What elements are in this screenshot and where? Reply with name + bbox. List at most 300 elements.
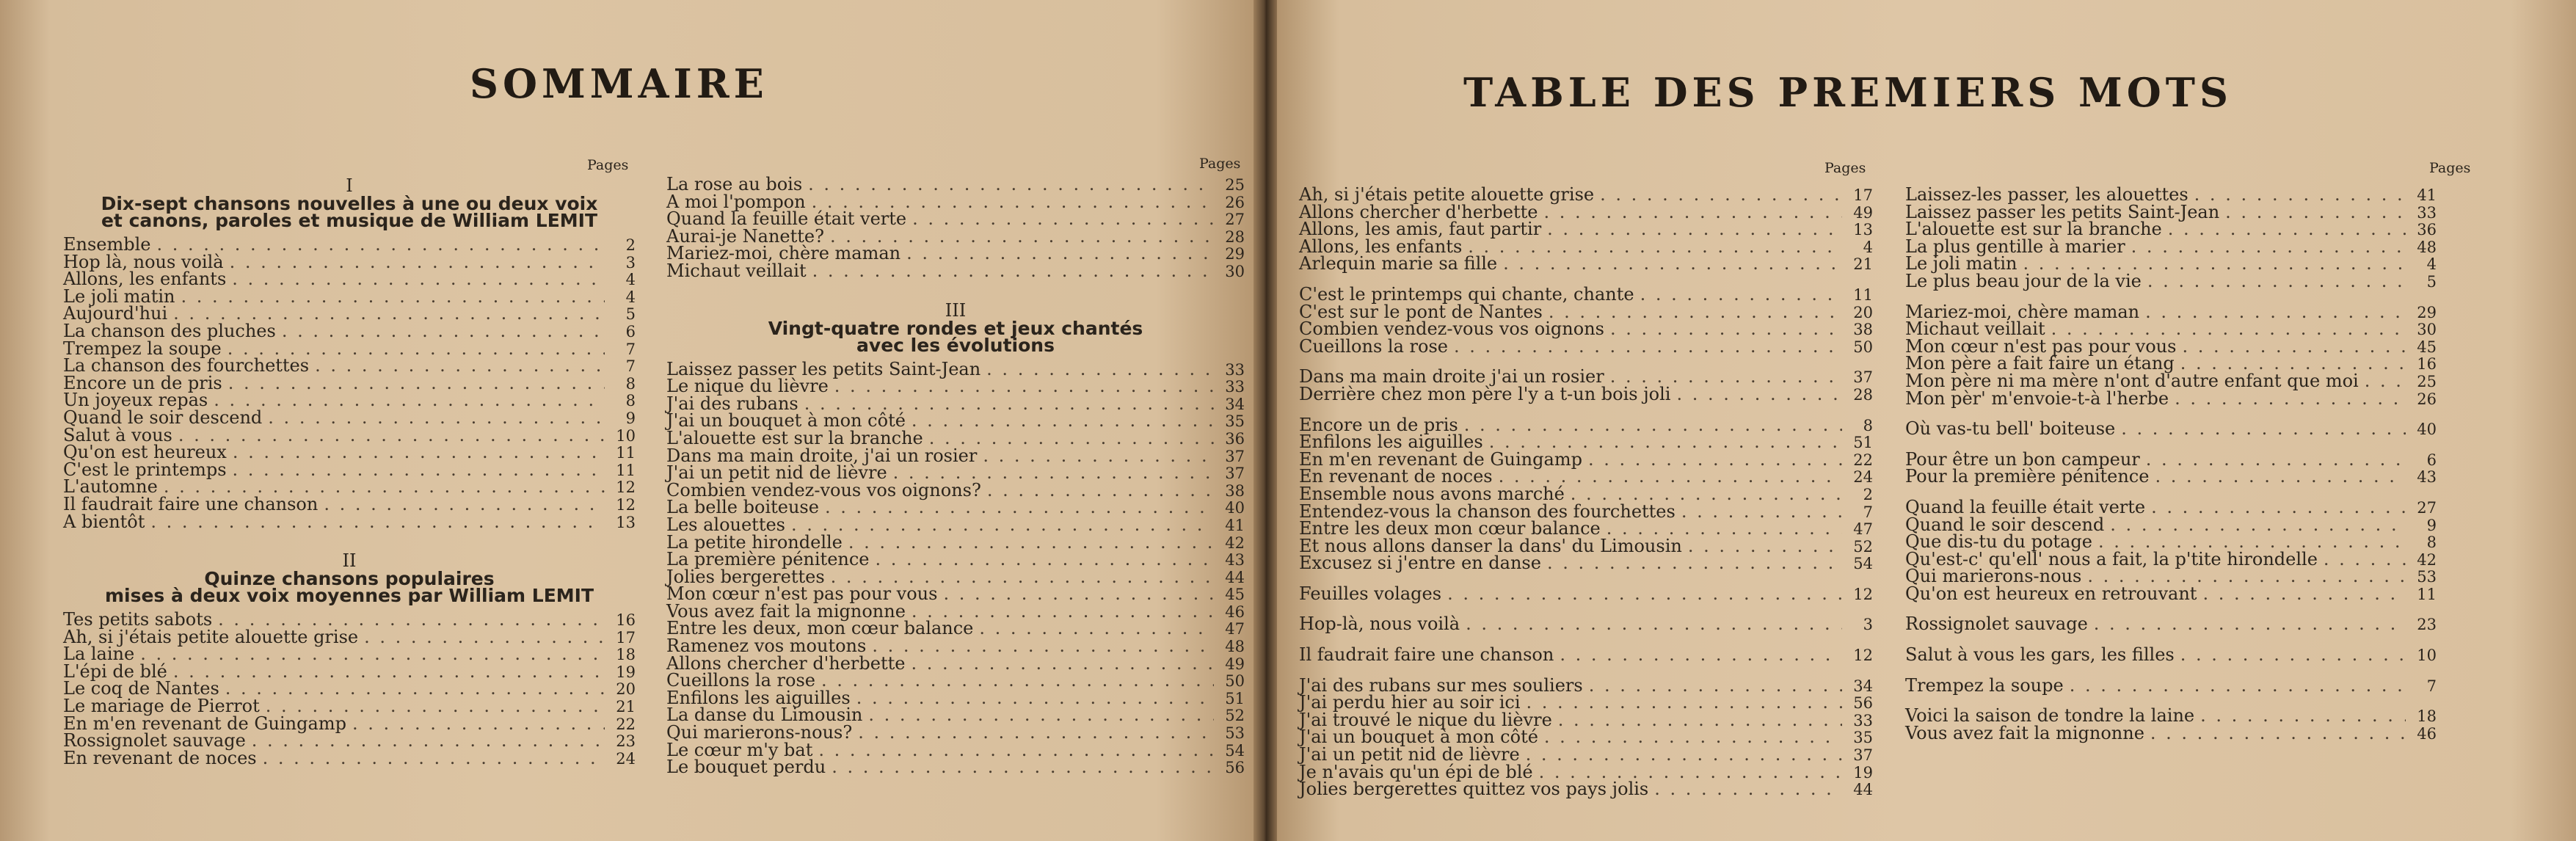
page-number: 44 — [1853, 781, 1873, 799]
dot-leader — [1466, 616, 1842, 633]
entry-title: En m'en revenant de Guingamp — [63, 713, 346, 734]
toc-entry — [63, 511, 636, 532]
entry-title: Rossignolet sauvage — [63, 730, 246, 751]
entry-title: Ah, si j'étais petite alouette grise — [63, 626, 359, 647]
page-number: 33 — [2417, 203, 2437, 222]
page-number: 37 — [1225, 465, 1245, 483]
entry-title: Qu'on est heureux — [63, 442, 227, 463]
page-number: 49 — [1853, 203, 1873, 222]
letter-group — [1299, 674, 1873, 800]
page-number: 33 — [1225, 378, 1245, 396]
dot-leader — [2145, 304, 2406, 321]
dot-leader — [2202, 586, 2406, 603]
dot-leader — [268, 409, 605, 427]
page-number: 50 — [1225, 672, 1245, 691]
table-title: TABLE DES PREMIERS MOTS — [1463, 69, 2233, 116]
entry-title: Qui marierons-nous? — [666, 722, 853, 743]
toc-entry — [1905, 616, 2437, 633]
dot-leader — [1547, 555, 1842, 572]
page-number: 24 — [1853, 468, 1873, 487]
letter-group — [1905, 301, 2437, 409]
toc-entry — [1299, 583, 1873, 604]
entry-title: Qu'on est heureux en retrouvant — [1905, 583, 2197, 604]
entry-title: Allons, les amis, faut partir — [1299, 219, 1542, 240]
entry-title: La rose au bois — [666, 174, 803, 194]
page-number: 4 — [625, 271, 636, 289]
entry-title: J'ai un petit nid de lièvre — [666, 462, 887, 484]
page-number: 36 — [2417, 221, 2437, 239]
entry-title: J'ai un bouquet à mon côté — [666, 410, 906, 432]
entry-title: Vous avez fait la mignonne — [666, 600, 906, 622]
dot-leader — [1589, 677, 1842, 695]
page-number: 8 — [625, 374, 636, 393]
page-number: 41 — [1225, 516, 1245, 534]
page-number: 42 — [2417, 550, 2437, 569]
page-number: 20 — [1853, 303, 1873, 321]
page-number: 16 — [616, 611, 636, 630]
entry-title: J'ai des rubans sur mes souliers — [1299, 674, 1583, 696]
page-number: 21 — [1853, 255, 1873, 274]
dot-leader — [178, 427, 605, 445]
toc-entry — [1905, 270, 2437, 291]
entry-title: L'alouette est sur la branche — [666, 427, 923, 448]
page-number: 19 — [1853, 763, 1873, 782]
section-title: et canons, paroles et musique de William LEMIT — [101, 210, 598, 231]
toc-entry — [1905, 387, 2437, 409]
entry-title: Jolies bergerettes quittez vos pays jolis — [1299, 779, 1649, 800]
dot-leader — [832, 759, 1214, 776]
toc-entry — [1905, 722, 2437, 743]
pages-label: Pages — [1824, 160, 1866, 176]
dot-leader — [2147, 273, 2406, 291]
page-number: 43 — [2417, 468, 2437, 487]
page-number: 11 — [616, 461, 636, 479]
page-number: 25 — [2417, 372, 2437, 390]
page-number: 30 — [1225, 262, 1245, 280]
page-number: 12 — [616, 495, 636, 514]
page-number: 37 — [1853, 746, 1873, 765]
entry-title: Enfilons les aiguilles — [1299, 432, 1483, 453]
page-number: 8 — [625, 392, 636, 410]
toc-entry — [1299, 483, 1873, 504]
entry-title: Salut à vous les gars, les filles — [1905, 644, 2175, 666]
entry-title: Mon père a fait faire un étang — [1905, 353, 2175, 374]
entry-title: Entre les deux mon cœur balance — [1299, 518, 1601, 539]
toc-entry — [1299, 781, 1873, 798]
dot-leader — [2194, 186, 2406, 204]
page-number: 37 — [1225, 447, 1245, 465]
toc-entry — [1299, 644, 1873, 666]
dot-leader — [2146, 451, 2406, 469]
dot-leader — [324, 496, 605, 514]
dot-leader — [315, 357, 605, 375]
entry-title: J'ai des rubans — [666, 393, 798, 414]
toc-entry — [1905, 644, 2437, 666]
entry-title: Encore un de pris — [63, 372, 222, 393]
page-number: 47 — [1225, 620, 1245, 638]
dot-leader — [906, 245, 1214, 263]
letter-group — [1299, 283, 1873, 357]
entry-title: Feuilles volages — [1299, 583, 1442, 604]
dot-leader — [983, 448, 1214, 465]
entry-title: Combien vendez-vous vos oignons — [1299, 318, 1604, 340]
dot-leader — [1640, 286, 1842, 304]
page-number: 44 — [1225, 568, 1245, 586]
entry-title: La belle boiteuse — [666, 497, 819, 518]
dot-leader — [1543, 204, 1842, 222]
page-number: 45 — [2417, 338, 2437, 356]
page-number: 48 — [2417, 238, 2437, 256]
page-number: 5 — [625, 305, 636, 324]
entry-title: La laine — [63, 644, 135, 665]
entry-title: L'alouette est sur la branche — [1905, 219, 2162, 240]
page-number: 9 — [2426, 516, 2437, 534]
dot-leader — [364, 629, 605, 647]
entry-title: Quand la feuille était verte — [1905, 496, 2146, 517]
entry-title: Ensemble nous avons marché — [1299, 483, 1565, 504]
dot-leader — [225, 680, 605, 698]
dot-leader — [912, 412, 1214, 430]
entry-title: Quand le soir descend — [1905, 514, 2105, 535]
entry-title: Qui marierons-nous — [1905, 566, 2082, 587]
page-number: 38 — [1853, 321, 1873, 339]
section-title: avec les évolutions — [856, 334, 1055, 356]
entry-title: Combien vendez-vous vos oignons? — [666, 479, 981, 500]
page-number: 56 — [1853, 694, 1873, 713]
dot-leader — [868, 707, 1214, 724]
page-number: 7 — [625, 357, 636, 376]
letter-group — [1299, 616, 1873, 633]
page-number: 11 — [2417, 585, 2437, 603]
page-number: 45 — [1225, 586, 1245, 604]
letter-group — [1905, 420, 2437, 438]
entry-title: Allons chercher d'herbette — [1299, 201, 1538, 222]
dot-leader — [1560, 647, 1842, 664]
page-number: 3 — [625, 253, 636, 272]
dot-leader — [979, 620, 1214, 638]
dot-leader — [825, 499, 1214, 517]
toc-entry — [1299, 383, 1873, 404]
dot-leader — [821, 672, 1214, 690]
page-number: 18 — [616, 646, 636, 664]
sommaire-column-1 — [63, 176, 636, 767]
page-number: 4 — [625, 288, 636, 306]
toc-entry — [1905, 370, 2437, 391]
dot-leader — [2131, 239, 2406, 256]
entry-title: En revenant de noces — [63, 747, 257, 768]
page-number: 54 — [1853, 555, 1873, 573]
entry-title: Le cœur m'y bat — [666, 739, 813, 760]
entry-title: Laissez-les passer, les alouettes — [1905, 184, 2188, 205]
dot-leader — [1571, 486, 1842, 503]
page-number: 33 — [1853, 711, 1873, 729]
page-number: 40 — [2417, 420, 2437, 439]
entry-title: J'ai perdu hier au soir ici — [1299, 692, 1521, 713]
page-number: 38 — [1225, 481, 1245, 500]
letter-group — [1299, 644, 1873, 666]
table-column-2 — [1905, 186, 2437, 742]
section-number: III — [945, 299, 967, 321]
letter-group — [1905, 644, 2437, 666]
toc-entry — [63, 409, 636, 427]
entry-title: Mon cœur n'est pas pour vous — [666, 583, 938, 605]
page-number: 27 — [1225, 211, 1245, 229]
page-number: 3 — [1863, 616, 1873, 634]
page-number: 51 — [1853, 434, 1873, 452]
dot-leader — [1654, 781, 1842, 798]
entry-title: L'automne — [63, 476, 158, 498]
entry-title: En m'en revenant de Guingamp — [1299, 448, 1582, 470]
page-number: 6 — [2426, 451, 2437, 469]
letter-group — [1905, 448, 2437, 487]
page-number: 35 — [1853, 729, 1873, 747]
toc-entry — [63, 747, 636, 768]
dot-leader — [228, 375, 605, 393]
dot-leader — [230, 254, 605, 272]
entry-title: Entendez-vous la chanson des fourchettes — [1299, 500, 1676, 522]
page-number: 53 — [1225, 724, 1245, 743]
toc-entry — [666, 427, 1245, 448]
page-number: 29 — [2417, 303, 2437, 321]
page-number: 11 — [616, 444, 636, 462]
dot-leader — [1503, 255, 1842, 273]
toc-entry — [63, 493, 636, 514]
dot-leader — [214, 392, 605, 409]
toc-entry — [1905, 420, 2437, 438]
page-number: 17 — [1853, 186, 1873, 204]
page-number: 26 — [2417, 390, 2437, 408]
page-number: 51 — [1225, 689, 1245, 707]
entry-title: Le plus beau jour de la vie — [1905, 270, 2142, 291]
dot-leader — [1454, 338, 1842, 356]
entry-title: Je n'avais qu'un épi de blé — [1299, 761, 1533, 782]
letter-group — [1905, 674, 2437, 696]
dot-leader — [912, 211, 1214, 228]
entry-title: J'ai un bouquet à mon côté — [1299, 727, 1538, 748]
dot-leader — [1688, 538, 1842, 556]
page-number: 10 — [616, 426, 636, 445]
entry-title: Le bouquet perdu — [666, 757, 826, 778]
entry-title: La chanson des fourchettes — [63, 355, 310, 376]
page-number: 37 — [1853, 368, 1873, 387]
dot-leader — [791, 517, 1214, 534]
section-title: Quinze chansons populaires — [204, 568, 495, 590]
dot-leader — [181, 288, 605, 306]
page-number: 17 — [616, 628, 636, 647]
entry-title: Arlequin marie sa fille — [1299, 253, 1498, 274]
entry-title: Mon pèr' m'envoie-t-à l'herbe — [1905, 387, 2169, 409]
page-number: 22 — [616, 715, 636, 733]
dot-leader — [876, 551, 1214, 569]
entry-title: J'ai un petit nid de lièvre — [1299, 744, 1520, 765]
entry-title: Et nous allons danser la dans' du Limousin — [1299, 535, 1682, 556]
entry-title: Pour être un bon campeur — [1905, 448, 2140, 470]
section-title: mises à deux voix moyennes par William LEMIT — [104, 585, 594, 607]
section-number: I — [346, 175, 353, 196]
dot-leader — [1676, 386, 1842, 404]
entry-title: Allons, les enfants — [63, 269, 227, 290]
dot-leader — [2151, 499, 2406, 517]
entry-title: Le coq de Nantes — [63, 678, 219, 699]
entry-title: Mariez-moi, chère maman — [666, 243, 901, 264]
entry-title: Mon cœur n'est pas pour vous — [1905, 335, 2177, 357]
entry-title: Michaut veillait — [666, 260, 807, 281]
page-number: 23 — [2417, 616, 2437, 634]
dot-leader — [986, 361, 1214, 379]
entry-title: Rossignolet sauvage — [1905, 614, 2088, 635]
page-number: 8 — [2426, 534, 2437, 552]
entry-title: Encore un de pris — [1299, 414, 1458, 435]
dot-leader — [2200, 707, 2406, 725]
page-number: 11 — [1853, 285, 1873, 304]
page-number: 35 — [1225, 412, 1245, 431]
entry-title: La danse du Limousin — [666, 705, 863, 726]
entry-title: Cueillons la rose — [666, 670, 815, 691]
page-number: 34 — [1853, 677, 1873, 695]
entry-title: Il faudrait faire une chanson — [1299, 644, 1554, 666]
page-number: 16 — [2417, 355, 2437, 374]
dot-leader — [2121, 420, 2406, 438]
sommaire-title: SOMMAIRE — [470, 60, 768, 107]
first-words-list — [1905, 186, 2437, 742]
page-number: 34 — [1225, 395, 1245, 413]
entry-title: Derrière chez mon père l'y a t-un bois joli — [1299, 383, 1671, 404]
page-number: 26 — [1225, 193, 1245, 211]
dot-leader — [1558, 712, 1842, 729]
pages-label: Pages — [587, 157, 629, 173]
dot-leader — [2110, 517, 2406, 534]
dot-leader — [157, 236, 605, 254]
dot-leader — [150, 514, 605, 531]
page-number: 13 — [1853, 221, 1873, 239]
letter-group — [1905, 707, 2437, 742]
dot-leader — [2094, 616, 2406, 633]
page-number: 54 — [1225, 741, 1245, 760]
dot-leader — [252, 732, 605, 750]
entry-title: Laissez passer les petits Saint-Jean — [1905, 201, 2220, 222]
dot-leader — [2070, 677, 2406, 695]
entry-title: Entre les deux, mon cœur balance — [666, 618, 974, 639]
toc-entry — [63, 626, 636, 647]
dot-leader — [2168, 221, 2406, 239]
entry-title: Le nique du lièvre — [666, 376, 829, 397]
page-number: 2 — [1863, 485, 1873, 503]
dot-leader — [1447, 586, 1842, 603]
toc-entry — [1905, 496, 2437, 517]
entry-title: Hop-là, nous voilà — [1299, 614, 1460, 635]
page-number: 18 — [2417, 707, 2437, 726]
sommaire-column-2 — [666, 176, 1245, 776]
dot-leader — [173, 663, 605, 681]
page-number: 48 — [1225, 638, 1245, 656]
first-words-list — [1299, 186, 1873, 798]
entry-title: Qu'est-c' qu'ell' nous a fait, la p'tite hirondelle — [1905, 548, 2318, 569]
entry-title: Laissez passer les petits Saint-Jean — [666, 358, 981, 379]
entry-title: A moi l'pompon — [666, 191, 806, 212]
entry-title: La petite hirondelle — [666, 531, 843, 553]
entry-title: Vous avez fait la mignonne — [1905, 722, 2144, 743]
page-number: 49 — [1225, 655, 1245, 673]
entry-title: La première pénitence — [666, 549, 870, 570]
letter-group — [1905, 186, 2437, 291]
entry-title: Allons chercher d'herbette — [666, 652, 906, 674]
page-number: 28 — [1853, 385, 1873, 404]
entry-title: Pour la première pénitence — [1905, 466, 2150, 487]
page-number: 6 — [625, 322, 636, 341]
toc-entry — [1905, 583, 2437, 604]
toc-list — [63, 236, 636, 531]
entry-title: Trempez la soupe — [1905, 674, 2064, 696]
page-number: 43 — [1225, 551, 1245, 569]
entry-title: Salut à vous — [63, 424, 172, 445]
dot-leader — [1600, 186, 1842, 204]
entry-title: Mon père ni ma mère n'ont d'autre enfant que moi — [1905, 370, 2359, 391]
page-number: 36 — [1225, 429, 1245, 448]
dot-leader — [872, 638, 1214, 655]
entry-title: La plus gentille à marier — [1905, 236, 2125, 257]
entry-title: Il faudrait faire une chanson — [63, 493, 319, 514]
page-number: 40 — [1225, 499, 1245, 517]
page-number: 52 — [1225, 707, 1245, 725]
page-number: 12 — [1853, 585, 1873, 603]
entry-title: En revenant de noces — [1299, 466, 1493, 487]
dot-leader — [233, 462, 605, 479]
entry-title: C'est le printemps qui chante, chante — [1299, 283, 1634, 305]
dot-leader — [233, 444, 605, 462]
entry-title: Cueillons la rose — [1299, 335, 1448, 357]
entry-title: Dans ma main droite j'ai un rosier — [1299, 366, 1604, 387]
dot-leader — [858, 724, 1214, 742]
entry-title: Un joyeux repas — [63, 390, 208, 411]
page-number: 25 — [1225, 176, 1245, 194]
entry-title: C'est sur le pont de Nantes — [1299, 301, 1543, 322]
toc-entry — [666, 759, 1245, 776]
dot-leader — [834, 378, 1214, 396]
entry-title: Quand la feuille était verte — [666, 208, 907, 230]
dot-leader — [1527, 694, 1843, 712]
page-number: 7 — [2426, 677, 2437, 695]
page-number: 4 — [1863, 238, 1873, 256]
dot-leader — [856, 690, 1214, 707]
toc-entry — [666, 514, 1245, 535]
letter-group — [1905, 616, 2437, 633]
table-column-1 — [1299, 186, 1873, 798]
letter-group — [1299, 583, 1873, 604]
entry-title: Le joli matin — [63, 285, 175, 307]
page-number: 23 — [616, 732, 636, 751]
dot-leader — [2182, 338, 2406, 356]
entry-title: Que dis-tu du potage — [1905, 531, 2092, 553]
section-title: Dix-sept chansons nouvelles à une ou deux voix — [101, 193, 598, 214]
page-number: 20 — [616, 680, 636, 699]
entry-title: Ramenez vos moutons — [666, 636, 867, 657]
letter-group — [1299, 186, 1873, 273]
page-number: 12 — [1853, 647, 1873, 665]
page-number: 27 — [2417, 498, 2437, 517]
section-title: Vingt-quatre rondes et jeux chantés — [768, 317, 1143, 339]
toc-entry — [666, 260, 1245, 281]
dot-leader — [2225, 204, 2406, 222]
dot-leader — [140, 646, 605, 663]
dot-leader — [848, 534, 1214, 552]
page-number: 8 — [1863, 416, 1873, 434]
dot-leader — [1681, 503, 1842, 521]
page-number: 21 — [616, 698, 636, 716]
dot-leader — [808, 176, 1214, 194]
dot-leader — [1588, 451, 1842, 469]
dot-leader — [1468, 239, 1842, 256]
page-number: 46 — [1225, 602, 1245, 621]
